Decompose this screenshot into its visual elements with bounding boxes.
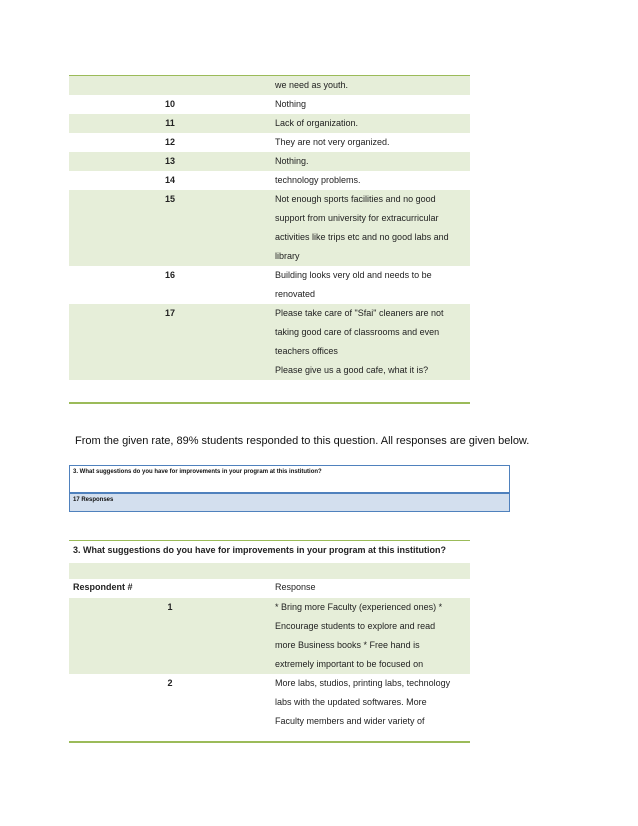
response-text: Lack of organization.: [275, 118, 359, 128]
respondent-number: 11: [165, 118, 175, 128]
response-text: They are not very organized.: [275, 137, 390, 147]
response-text: Please take care of "Sfai" cleaners are not taking good care of classrooms and even teachers offices Please give us a good cafe, what it is?: [275, 308, 444, 375]
response-text: Nothing.: [275, 156, 309, 166]
response-text: Building looks very old and needs to be renovated: [275, 270, 432, 299]
table-row: [69, 674, 470, 731]
respondent-number: 10: [164, 99, 175, 109]
table-row: [69, 76, 470, 95]
table-row: [69, 598, 470, 674]
q3-table-spacer-row: [69, 563, 470, 579]
response-text: we need as youth.: [275, 80, 349, 90]
table-row: [69, 266, 470, 304]
responses-count: 17 Responses: [73, 497, 114, 503]
table-row: [69, 190, 470, 266]
table-row: [69, 114, 470, 133]
response-text: Nothing: [275, 99, 307, 109]
respondent-number: 13: [164, 156, 175, 166]
header-response: Response: [275, 582, 316, 592]
respondent-number: 16: [164, 270, 175, 280]
table-row: [69, 171, 470, 190]
table-row: [69, 152, 470, 171]
question-box: [69, 465, 510, 493]
respondent-number: 14: [164, 175, 175, 185]
response-text: Not enough sports facilities and no good support from university for extracurricular activities like trips etc and no good labs and library: [275, 194, 449, 261]
respondent-number: 15: [164, 194, 175, 204]
respondent-number: 17: [164, 308, 175, 318]
table-row: [69, 95, 470, 114]
header-respondent: Respondent #: [73, 582, 133, 592]
q3-table-header: [69, 578, 470, 597]
respondent-number: 2: [167, 678, 173, 688]
response-text: More labs, studios, printing labs, technology labs with the updated softwares. More Faculty members and wider variety of: [275, 678, 451, 726]
q3-table-title: 3. What suggestions do you have for improvements in your program at this institution?: [73, 545, 447, 555]
responses-count-box: [69, 493, 510, 512]
question-text: 3. What suggestions do you have for improvements in your program at this institution?: [73, 469, 322, 475]
response-text: technology problems.: [275, 175, 361, 185]
response-rate-paragraph: From the given rate, 89% students responded to this question. All responses are given below.: [75, 435, 530, 447]
responses-table-continued: [69, 76, 470, 380]
table-row: [69, 133, 470, 152]
respondent-number: 12: [164, 137, 175, 147]
respondent-number: 1: [167, 602, 173, 612]
q3-responses-table: [69, 598, 470, 731]
table-row: [69, 304, 470, 380]
q3-table-bottom-rule: [69, 741, 470, 743]
table-bottom-rule: [69, 402, 470, 404]
respondent-number: [69, 76, 271, 95]
response-text: * Bring more Faculty (experienced ones) * Encourage students to explore and read more Business books * Free hand is extremely important to be focused on: [275, 602, 443, 669]
